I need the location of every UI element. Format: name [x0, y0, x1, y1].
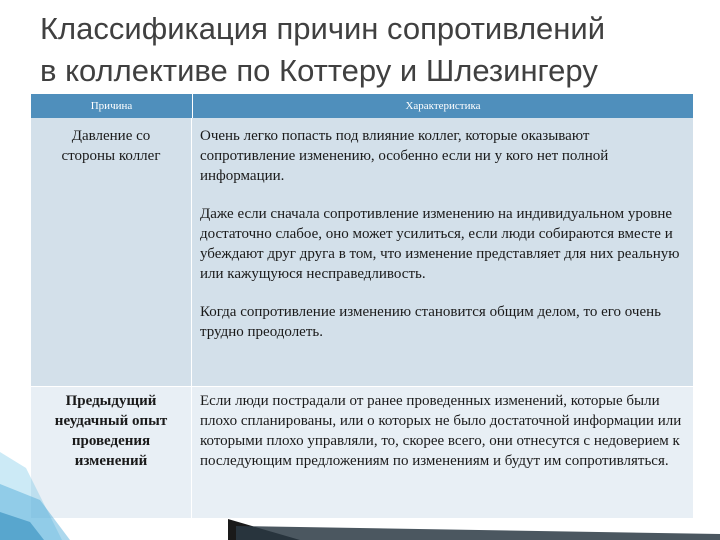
characteristic-cell: [200, 391, 686, 471]
cause-text: изменений: [74, 453, 148, 469]
slide-title-line-2: в коллективе по Коттеру и Шлезингеру: [40, 53, 598, 88]
cause-cell: [31, 387, 192, 518]
cause-text: Давление со: [71, 128, 151, 144]
slide-title-line-1: Классификация причин сопротивлений: [40, 11, 606, 46]
characteristic-paragraph: Очень легко попасть под влияние коллег, которые оказывают сопротивление изменению, особенно если ни у кого нет полной информации.: [200, 128, 609, 184]
header-cause: Причина: [31, 94, 192, 118]
cause-text: стороны коллег: [61, 148, 161, 164]
slide-title: [40, 8, 710, 92]
cause-text: неудачный опыт: [54, 413, 168, 429]
characteristic-paragraph: Когда сопротивление изменению становится общим делом, то его очень трудно преодолеть.: [200, 304, 661, 340]
cause-text: Предыдущий: [65, 393, 157, 409]
characteristic-paragraph: Даже если сначала сопротивление изменению на индивидуальном уровне достаточно слабое, оно может усилиться, если люди собираются вместе и убеждают друг друга в том, что изменение представляет для них реальную или кажущуюся несправедливость.: [200, 206, 680, 282]
header-characteristic: Характеристика: [193, 94, 693, 118]
table-row: [31, 118, 693, 386]
table-row: [31, 387, 693, 518]
characteristic-cell: [200, 126, 686, 342]
cause-text: проведения: [71, 433, 151, 449]
characteristic-paragraph: Если люди пострадали от ранее проведенных изменений, которые были плохо спланированы, или о которых не было достаточной информации или которыми плохо управляли, то, скорее всего, они отнесутся с недоверием к последующим предложениям по изменениям и будут им сопротивляться.: [200, 393, 682, 469]
classification-table: [31, 94, 693, 518]
cause-cell: [31, 118, 192, 386]
